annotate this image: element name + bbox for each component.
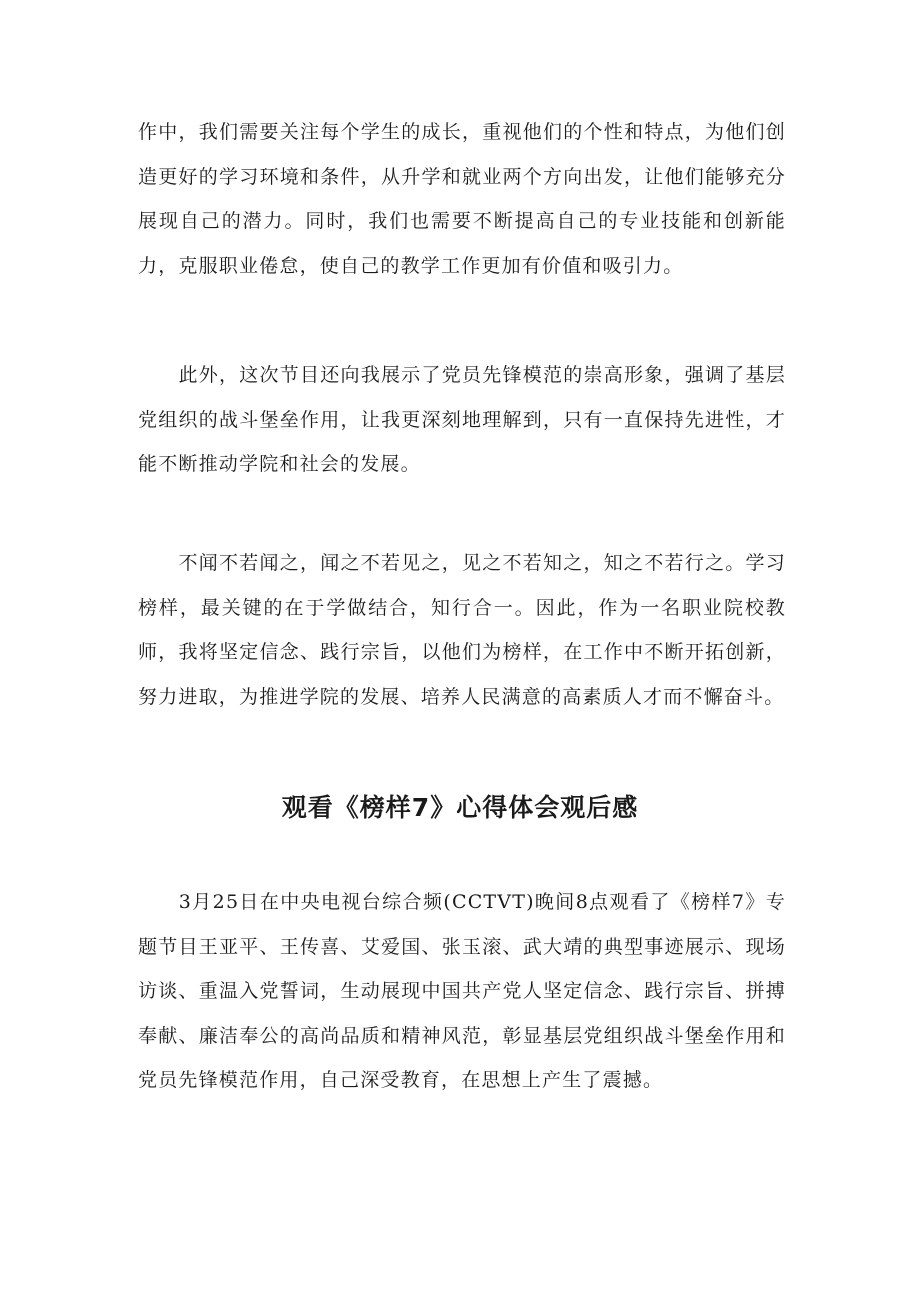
section-title: 观看《榜样7》心得体会观后感 [281,793,639,822]
paragraph-party-members: 此外，这次节目还向我展示了党员先锋模范的崇高形象，强调了基层党组织的战斗堡垒作用，让我更深刻地理解到，只有一直保持先进性，才能不断推动学院和社会的发展。 [138,364,786,475]
paragraph-continuation: 作中，我们需要关注每个学生的成长，重视他们的个性和特点，为他们创造更好的学习环境和条件，从升学和就业两个方向出发，让他们能够充分展现自己的潜力。同时，我们也需要不断提高自己的专业技能和创新能力，克服职业倦怠，使自己的教学工作更加有价值和吸引力。 [138,121,786,277]
paragraph-program-viewing: 3月25日在中央电视台综合频(CCTVT)晚间8点观看了《榜样7》专题节目王亚平、王传喜、艾爱国、张玉滚、武大靖的典型事迹展示、现场访谈、重温入党誓词，生动展现中国共产党人坚定信念、践行宗旨、拼搏奉献、廉洁奉公的高尚品质和精神风范，彰显基层党组织战斗堡垒作用和党员先锋模范作用，自己深受教育，在思想上产生了震撼。 [138,891,786,1091]
paragraph-knowing-doing: 不闻不若闻之，闻之不若见之，见之不若知之，知之不若行之。学习榜样，最关键的在于学做结合，知行合一。因此，作为一名职业院校教师，我将坚定信念、践行宗旨，以他们为榜样，在工作中不断开拓创新，努力进取，为推进学院的发展、培养人民满意的高素质人才而不懈奋斗。 [138,552,786,708]
